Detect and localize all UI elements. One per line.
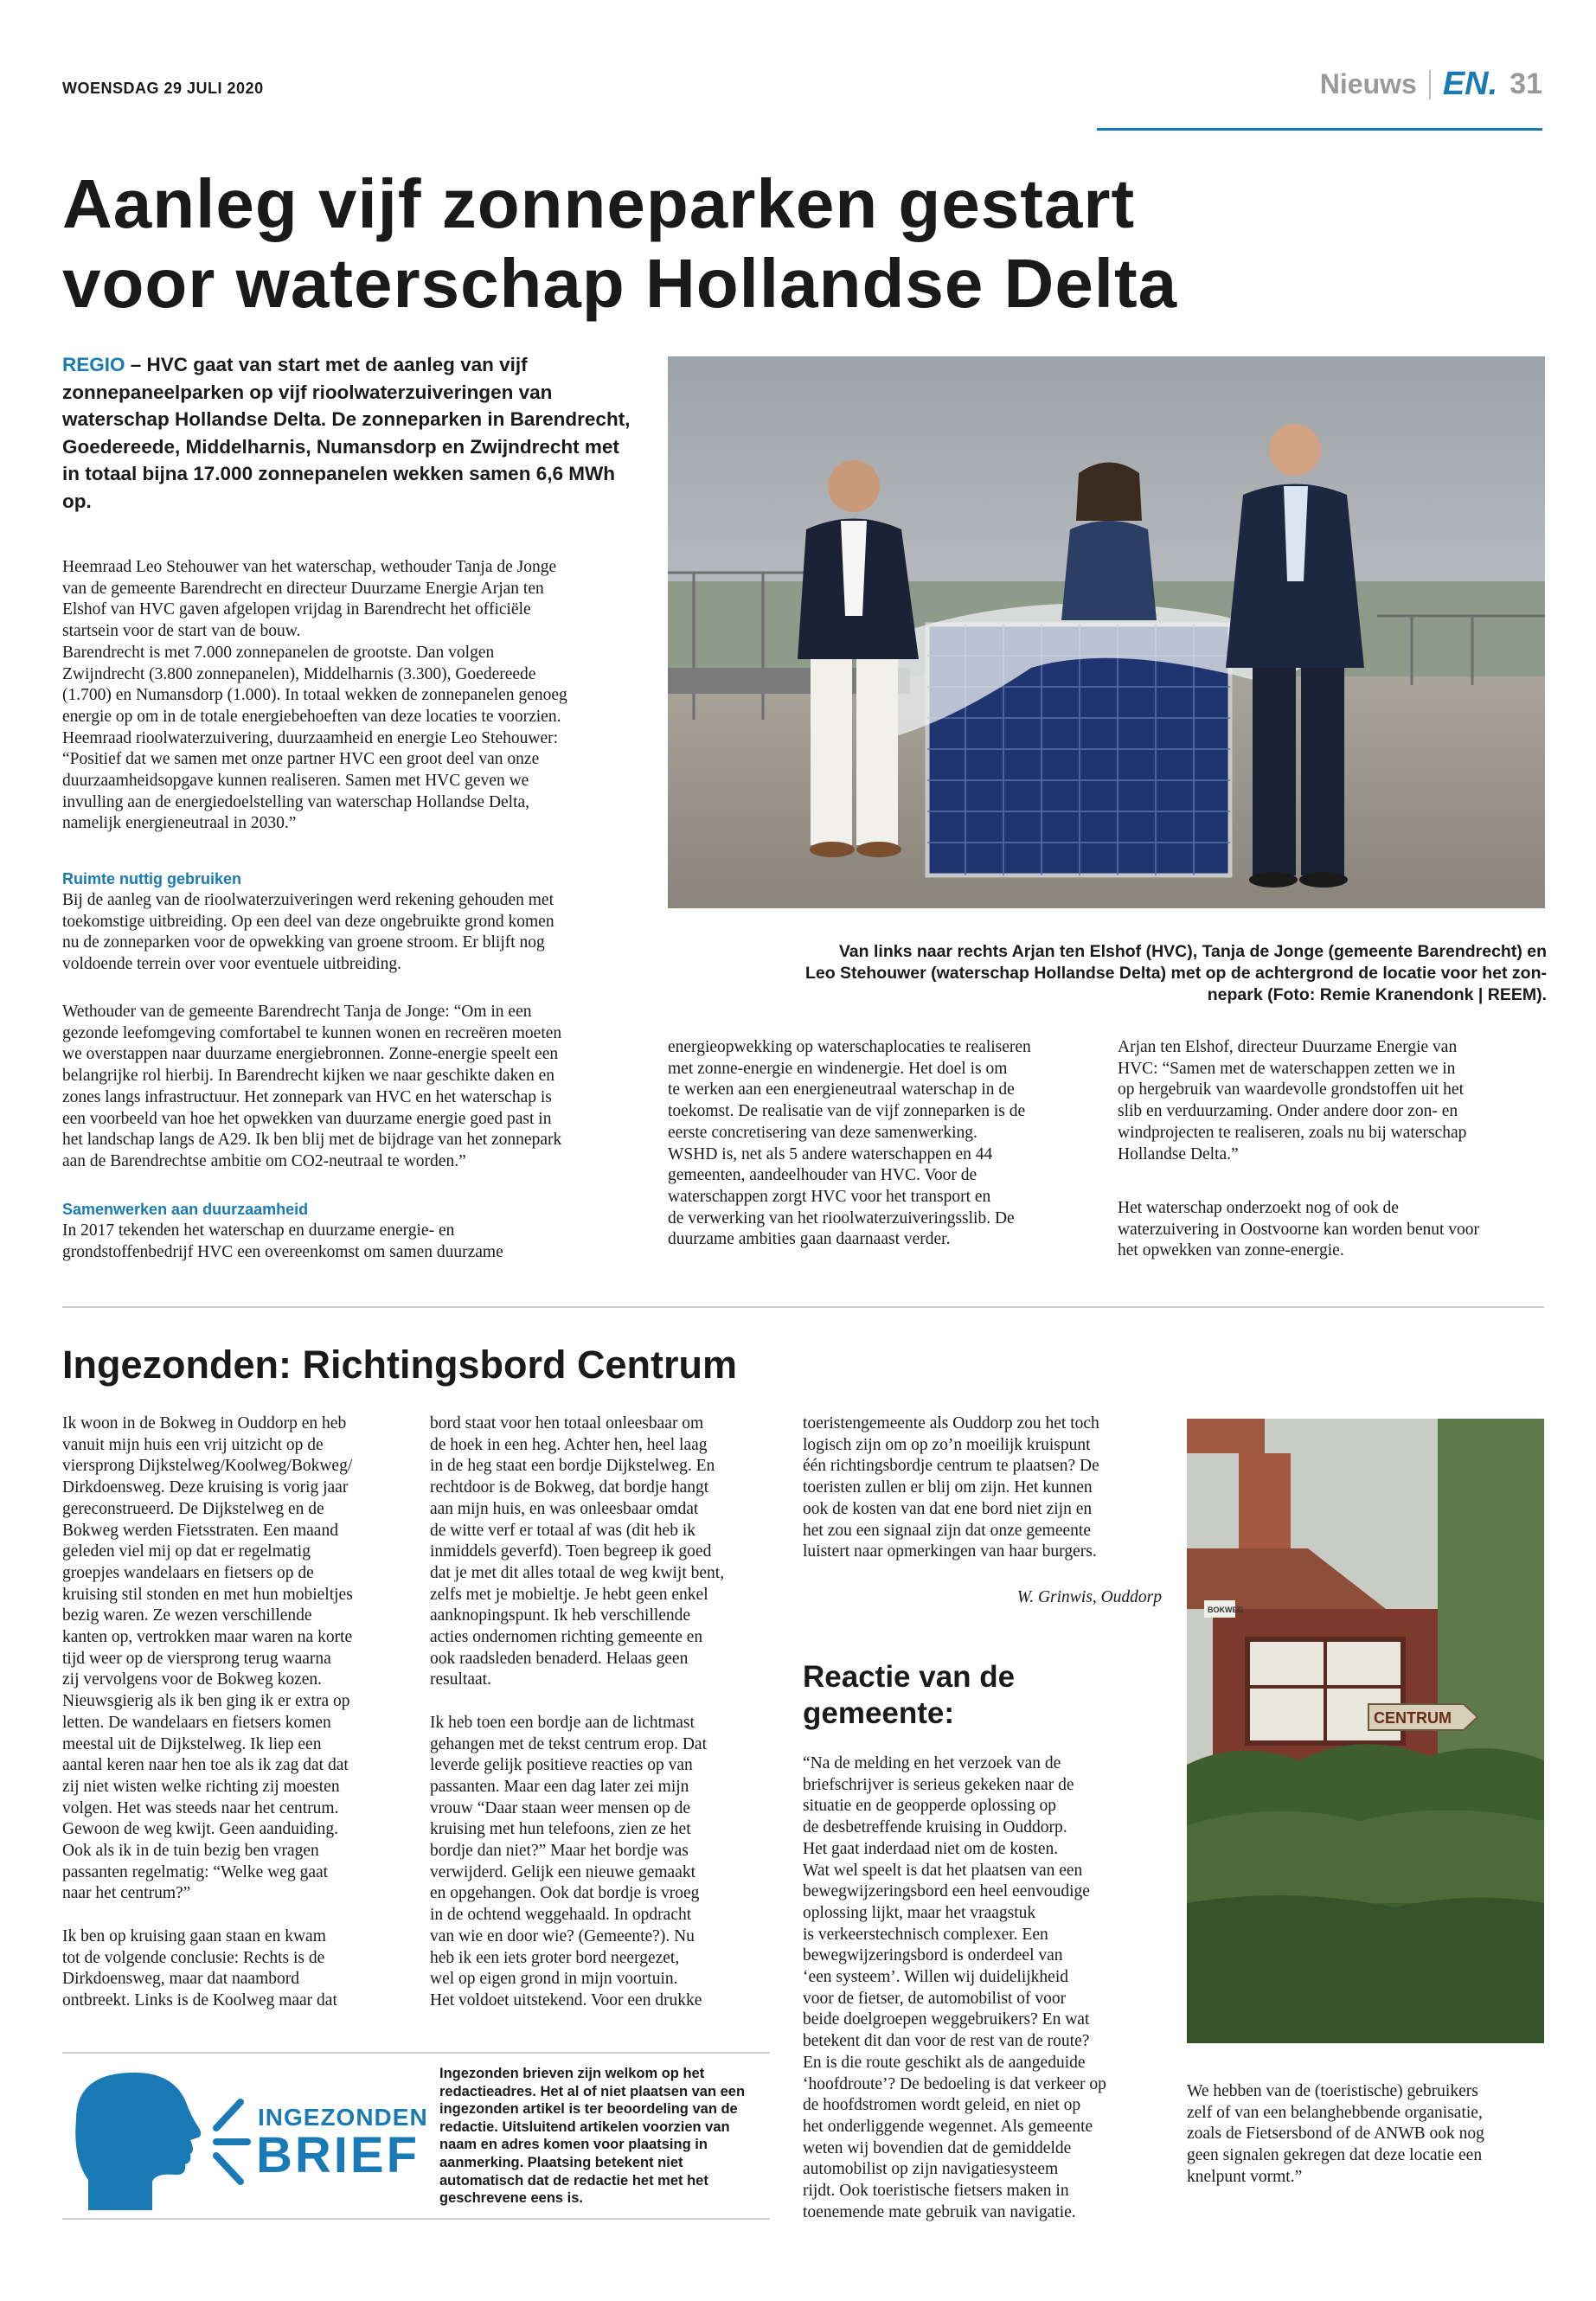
masthead-separator — [1429, 70, 1431, 99]
article1-col3-p2: Het waterschap onderzoekt nog of ook de waterzuivering in Oostvoorne kan worden benut voor het opwekken van zonne-energie. — [1118, 1199, 1480, 1260]
photo-caption-text: Van links naar rechts Arjan ten Elshof (HVC), Tanja de Jonge (gemeente Barendrecht) en Leo Stehouwer (waterschap Hollandse Delta) met op de achtergrond de locatie voor het zon- nepark (Foto: Remie Kranendonk | REEM). — [804, 942, 1547, 1004]
letters-box-logo — [69, 2067, 433, 2210]
article1-col1-p4: In 2017 tekenden het waterschap en duurzame energie- en grondstoffenbedrijf HVC een overeenkomst om samen duurzame — [62, 1221, 503, 1261]
issue-date: WOENSDAG 29 JULI 2020 — [62, 80, 264, 97]
article1-col1-p2: Bij de aanleg van de rioolwaterzuiveringen werd rekening gehouden met toekomstige uitbreiding. Op een deel van deze ongebruikte grond komen nu de zonneparken voor de opwekking van groene stroom. Er blijft nog voldoende terrein over voor eventuele uitbreiding. — [62, 891, 554, 974]
reply-heading: Reactie van de gemeente: — [803, 1660, 1016, 1730]
centrum-sign-text: CENTRUM — [1374, 1709, 1452, 1727]
letter-col3: toeristengemeente als Ouddorp zou het toch logisch zijn om op zo’n moeilijk kruispunt één richtingsbordje centrum te plaatsen? De toeristen zullen er blij om zijn. Het kunnen ook de kosten van dat ene bord niet zijn en het zou een signaal zijn dat onze gemeente luistert naar opmerkingen van haar burgers. — [803, 1414, 1099, 1561]
street-sign-text: BOKWEG — [1208, 1606, 1244, 1614]
letters-box-text: Ingezonden brieven zijn welkom op het redactieadres. Het al of niet plaatsen van een ingezonden artikel is ter beoordeling van de redactie. Uitsluitend artikelen voorzien van naam en adres komen voor plaatsing in aanmerking. Plaatsing betekent niet automatisch dat de redactie het met het geschrevene eens is. — [439, 2066, 746, 2207]
article-lead — [62, 351, 640, 515]
subheading-ruimte: Ruimte nuttig gebruiken — [62, 870, 241, 888]
solar-panel-photo — [668, 356, 1545, 908]
article1-col1-p3: Wethouder van de gemeente Barendrecht Tanja de Jonge: “Om in een gezonde leefomgeving comfortabel te kunnen wonen en recreëren moeten we overstappen naar duurzame energiebronnen. Zonne-energie speelt een belangrijke rol hierbij. In Barendrecht kijken we naar geschikte daken en zones langs infrastructuur. Het zonnepark van HVC en het waterschap is een voorbeeld van hoe het opwekken van duurzame energie goed past in het landschap langs de A29. Ik ben blij met de bijdrage van het zonnepark aan de Barendrechtse ambitie om CO2-neutraal te worden.” — [62, 1003, 562, 1170]
section-name: Nieuws — [1319, 68, 1417, 99]
letter-signature: W. Grinwis, Ouddorp — [1016, 1588, 1162, 1606]
letters-label-2: BRIEF — [256, 2127, 420, 2183]
page-number: 31 — [1509, 67, 1542, 100]
masthead — [1320, 66, 1542, 103]
subheading-samenwerken: Samenwerken aan duurzaamheid — [62, 1201, 309, 1218]
reply-end: We hebben van de (toeristische) gebruikers zelf of van een belanghebbende organisatie, zoals de Fietsersbond of de ANWB ook nog geen signalen gekregen dat deze locatie een knelpunt vormt.” — [1187, 2082, 1484, 2186]
lead-text: – HVC gaat van start met de aanleg van vijf zonnepaneelparken op vijf rioolwaterzuiveringen van waterschap Hollandse Delta. De zonneparken in Barendrecht, Goedereede, Middelharnis, Numansdorp en Zwijndrecht met in totaal bijna 17.000 zonnepanelen wekken samen 6,6 MWh op. — [62, 354, 631, 512]
house-photo — [1187, 1419, 1544, 2043]
article-headline — [62, 164, 1273, 324]
letter-col2: bord staat voor hen totaal onleesbaar om de hoek in een heg. Achter hen, heel laag in de heg staat een bordje Dijkstelweg. En rechtdoor is de Bokweg, dat bordje hangt aan mijn huis, en was onleesbaar omdat de witte verf er totaal af was (dit heb ik inmiddels geverfd). Toen begreep ik goed dat je met dit alles totaal de weg kwijt bent, zelfs met je mobieltje. Je hebt geen enkel aanknopingspunt. Ik heb verschillende acties ondernomen richting gemeente en ook raadsleden benaderd. Helaas geen resultaat. Ik heb toen een bordje aan de lichtmast gehangen met de tekst centrum erop. Dat leverde gelijk positieve reacties op van passanten. Maar een dag later zei mijn vrouw “Daar staan weer mensen op de kruising met hun telefoons, zien ze het bordje dan niet?” Maar het bordje was verwijderd. Gelijk een nieuwe gemaakt en opgehangen. Ook dat bordje is vroeg in de ochtend weggehaald. In opdracht van wie en door wie? (Gemeente?). Nu heb ik een iets groter bord neergezet, wel op eigen grond in mijn voortuin. Het voldoet uitstekend. Voor een drukke — [430, 1414, 725, 2009]
reply-text: “Na de melding en het verzoek van de briefschrijver is serieus gekeken naar de situatie en de geopperde oplossing op de desbetreffende kruising in Ouddorp. Het gaat inderdaad niet om de kosten. Wat wel speelt is dat het plaatsen van een bewegwijzeringsbord een heel eenvoudige oplossing lijkt, maar het vraagstuk is verkeerstechnisch complexer. Een bewegwijzeringsbord is onderdeel van ‘een systeem’. Willen wij duidelijkheid voor de fietser, de automobilist of voor beide doelgroepen weggebruikers? En wat betekent dit dan voor de rest van de route? En is die route geschikt als de aangeduide ‘hoofdroute’? De bedoeling is dat verkeer op de hoofdstromen wordt geleid, en niet op het onderliggende wegennet. Als gemeente weten wij bovendien dat de gemiddelde automobilist op zijn navigatiesysteem rijdt. Ook toeristische fietsers maken in toenemende mate gebruik van navigatie. — [803, 1754, 1106, 2221]
letters-box-top-rule — [62, 2052, 770, 2054]
article1-col3-p1: Arjan ten Elshof, directeur Duurzame Energie van HVC: “Samen met de waterschappen zetten we in op hergebruik van waardevolle grondstoffen uit het slib en verduurzaming. Onder andere door zon- en windprojecten te realiseren, zoals nu bij waterschap Hollandse Delta.” — [1118, 1038, 1467, 1163]
article1-col2: energieopwekking op waterschaplocaties te realiseren met zonne-energie en windenergie. Het doel is om te werken aan een energieneutraal waterschap in de toekomst. De realisatie van de vijf zonneparken is de eerste concretisering van deze samenwerking. WSHD is, net als 5 andere waterschappen en 44 gemeenten, aandeelhouder van HVC. Voor de waterschappen zorgt HVC voor het transport en de verwerking van het rioolwaterzuiveringsslib. De duurzame ambities gaan daarnaast verder. — [668, 1038, 1031, 1249]
headline-line-2: voor waterschap Hollandse Delta — [62, 245, 1178, 322]
letter-headline: Ingezonden: Richtingsbord Centrum — [62, 1343, 737, 1387]
photo-caption — [657, 941, 1547, 1006]
letters-box-bottom-rule — [62, 2218, 770, 2220]
newspaper-logo: EN. — [1442, 66, 1498, 102]
header-rule — [1097, 128, 1542, 131]
article1-col1-p1: Heemraad Leo Stehouwer van het waterschap, wethouder Tanja de Jonge van de gemeente Barendrecht en directeur Duurzame Energie Arjan ten Elshof van HVC gaven afgelopen vrijdag in Barendrecht het officiële startsein voor de start van de bouw. Barendrecht is met 7.000 zonnepanelen de grootste. Dan volgen Zwijndrecht (3.800 zonnepanelen), Middelharnis (3.300), Goedereede (1.700) en Numansdorp (1.000). In totaal wekken de zonnepanelen genoeg energie op om in de totale energiebehoeften van deze locaties te voorzien. Heemraad rioolwaterzuivering, duurzaamheid en energie Leo Stehouwer: “Positief dat we samen met onze partner HVC een groot deel van onze duurzaamheidsopgave kunnen realiseren. Samen met HVC geven we invulling aan de energiedoelstelling van waterschap Hollandse Delta, namelijk energieneutraal in 2030.” — [62, 558, 567, 833]
headline-line-1: Aanleg vijf zonneparken gestart — [62, 165, 1136, 242]
section-divider — [62, 1306, 1544, 1308]
lead-kicker: REGIO — [62, 354, 125, 375]
letters-label-1: INGEZONDEN — [258, 2104, 428, 2131]
letter-col1: Ik woon in de Bokweg in Ouddorp en heb vanuit mijn huis een vrij uitzicht op de viersprong Dijkstelweg/Koolweg/Bokweg/ Dirkdoensweg. Deze kruising is vorig jaar gereconstrueerd. De Dijkstelweg en de Bokweg werden Fietsstraten. Een maand geleden viel mij op dat er regelmatig groepjes wandelaars en fietsers op de kruising stil stonden en met hun mobieltjes bezig waren. Ze wezen verschillende kanten op, vertrokken maar waren na korte tijd weer op de viersprong terug waarna zij vervolgens voor de Bokweg kozen. Nieuwsgierig als ik ben ging ik er extra op letten. De wandelaars en fietsers komen meestal uit de Dijkstelweg. Ik liep een aantal keren naar hen toe als ik zag dat dat zij niet wisten welke richting zij moesten volgen. Het was steeds naar het centrum. Gewoon de weg kwijt. Geen aanduiding. Ook als ik in de tuin bezig ben vragen passanten regelmatig: “Welke weg gaat naar het centrum?” Ik ben op kruising gaan staan en kwam tot de volgende conclusie: Rechts is de Dirkdoensweg, maar dat naambord ontbreekt. Links is de Koolweg maar dat — [62, 1414, 353, 2009]
